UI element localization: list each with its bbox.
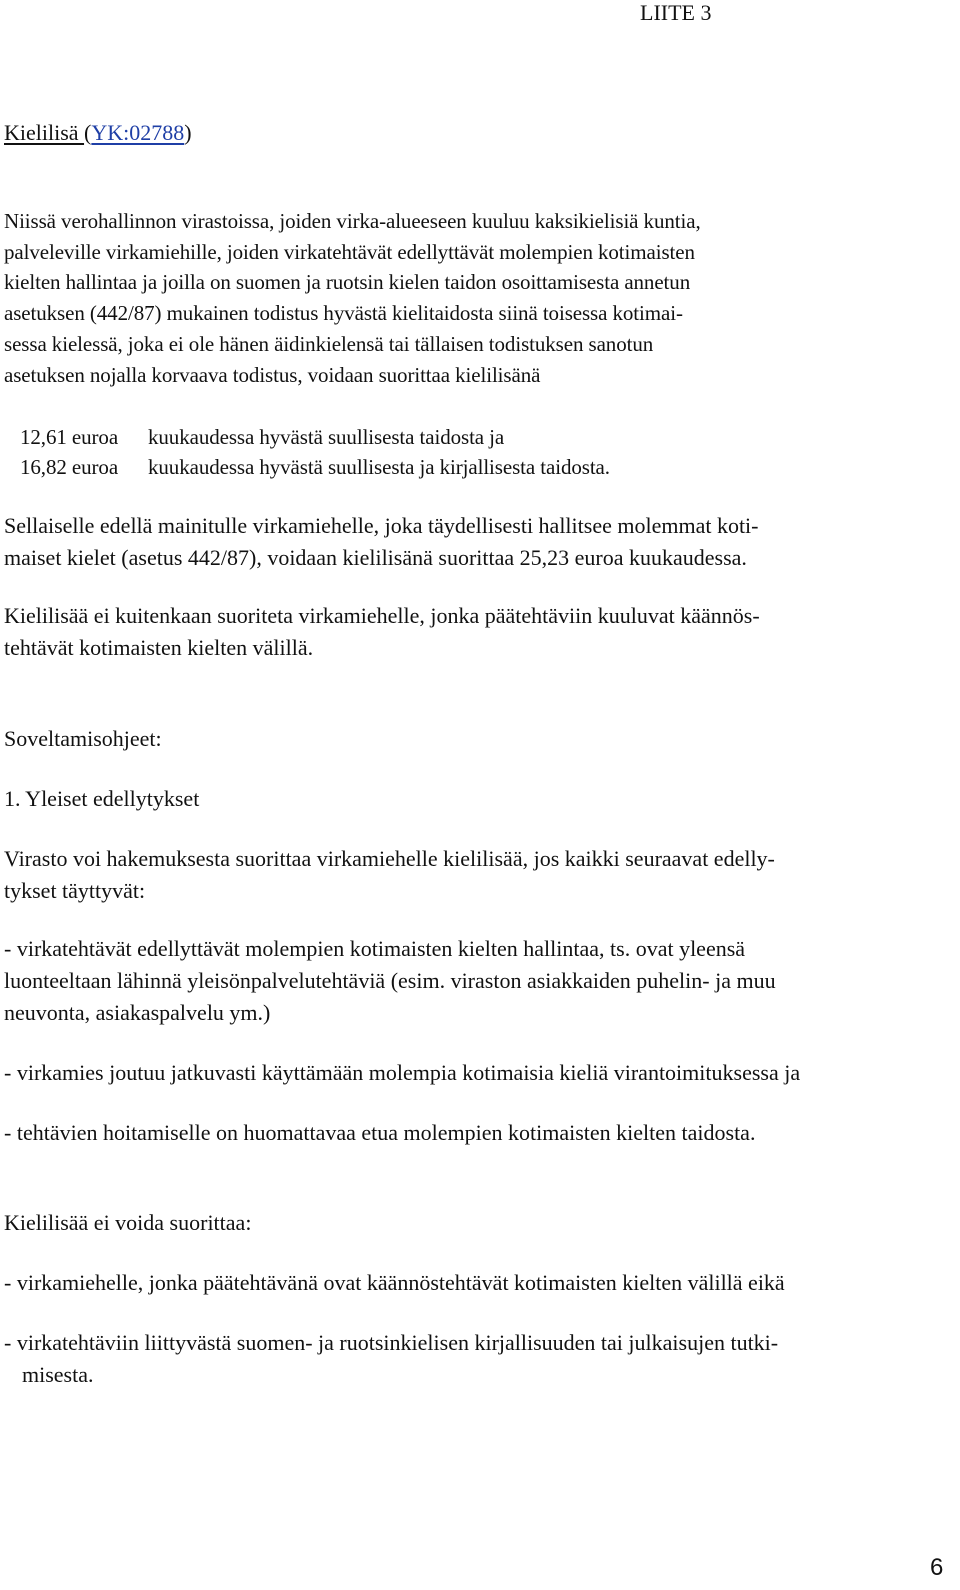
- ref-close: ): [184, 120, 192, 145]
- paragraph-line: Virasto voi hakemuksesta suorittaa virkamiehelle kielilisää, jos kaikki seuraavat edelly-: [4, 846, 775, 871]
- rate-description: kuukaudessa hyvästä suullisesta taidosta ja: [148, 425, 505, 449]
- not-paid-line: - virkatehtäviin liittyvästä suomen- ja ruotsinkielisen kirjallisuuden tai julkaisujen tutki-: [4, 1330, 779, 1355]
- rate-row: [20, 425, 504, 450]
- rate-amount: 16,82 euroa: [20, 455, 119, 479]
- ref-open: (: [84, 120, 92, 145]
- condition-line: neuvonta, asiakaspalvelu ym.): [4, 1000, 271, 1025]
- paragraph-line: Sellaiselle edellä mainitulle virkamiehelle, joka täydellisesti hallitsee molemmat koti-: [4, 513, 759, 538]
- intro-line: kielten hallintaa ja joilla on suomen ja ruotsin kielen taidon osoittamisesta annetun: [4, 270, 691, 294]
- rate-amount: 12,61 euroa: [20, 425, 119, 449]
- paragraph-line: Kielilisää ei kuitenkaan suoriteta virkamiehelle, jonka päätehtäviin kuuluvat käännös-: [4, 603, 760, 628]
- paragraph-line: maiset kielet (asetus 442/87), voidaan kielilisänä suorittaa 25,23 euroa kuukaudessa.: [4, 545, 747, 570]
- not-paid-heading: Kielilisää ei voida suorittaa:: [4, 1210, 252, 1235]
- page-title: [4, 120, 192, 146]
- title-text: Kielilisä: [4, 120, 85, 145]
- intro-line: asetuksen nojalla korvaava todistus, voidaan suorittaa kielilisänä: [4, 363, 541, 387]
- intro-line: sessa kielessä, joka ei ole hänen äidinkielensä tai tällaisen todistuksen sanotun: [4, 332, 654, 356]
- rate-description: kuukaudessa hyvästä suullisesta ja kirjallisesta taidosta.: [148, 455, 610, 479]
- appendix-label: LIITE 3: [640, 0, 712, 25]
- rate-row: [20, 455, 610, 480]
- section-heading: 1. Yleiset edellytykset: [4, 786, 200, 811]
- intro-line: Niissä verohallinnon virastoissa, joiden virka-alueeseen kuuluu kaksikielisiä kuntia,: [4, 209, 701, 233]
- intro-line: asetuksen (442/87) mukainen todistus hyvästä kielitaidosta siinä toisessa kotimai-: [4, 301, 683, 325]
- paragraph-line: tehtävät kotimaisten kielten välillä.: [4, 635, 314, 660]
- condition-item: - virkamies joutuu jatkuvasti käyttämään molempia kotimaisia kieliä virantoimituksessa ja: [4, 1060, 801, 1085]
- condition-line: - virkatehtävät edellyttävät molempien kotimaisten kielten hallintaa, ts. ovat yleensä: [4, 936, 746, 961]
- not-paid-line: misesta.: [22, 1362, 94, 1387]
- guidelines-heading: Soveltamisohjeet:: [4, 726, 162, 751]
- intro-line: palveleville virkamiehille, joiden virkatehtävät edellyttävät molempien kotimaisten: [4, 240, 695, 264]
- reference-link[interactable]: YK:02788: [91, 120, 185, 145]
- not-paid-item: - virkamiehelle, jonka päätehtävänä ovat käännöstehtävät kotimaisten kielten välillä eikä: [4, 1270, 785, 1295]
- condition-item: - tehtävien hoitamiselle on huomattavaa etua molempien kotimaisten kielten taidosta.: [4, 1120, 756, 1145]
- page-number: 6: [930, 1554, 944, 1581]
- condition-line: luonteeltaan lähinnä yleisönpalvelutehtäviä (esim. viraston asiakkaiden puhelin- ja muu: [4, 968, 776, 993]
- paragraph-line: tykset täyttyvät:: [4, 878, 146, 903]
